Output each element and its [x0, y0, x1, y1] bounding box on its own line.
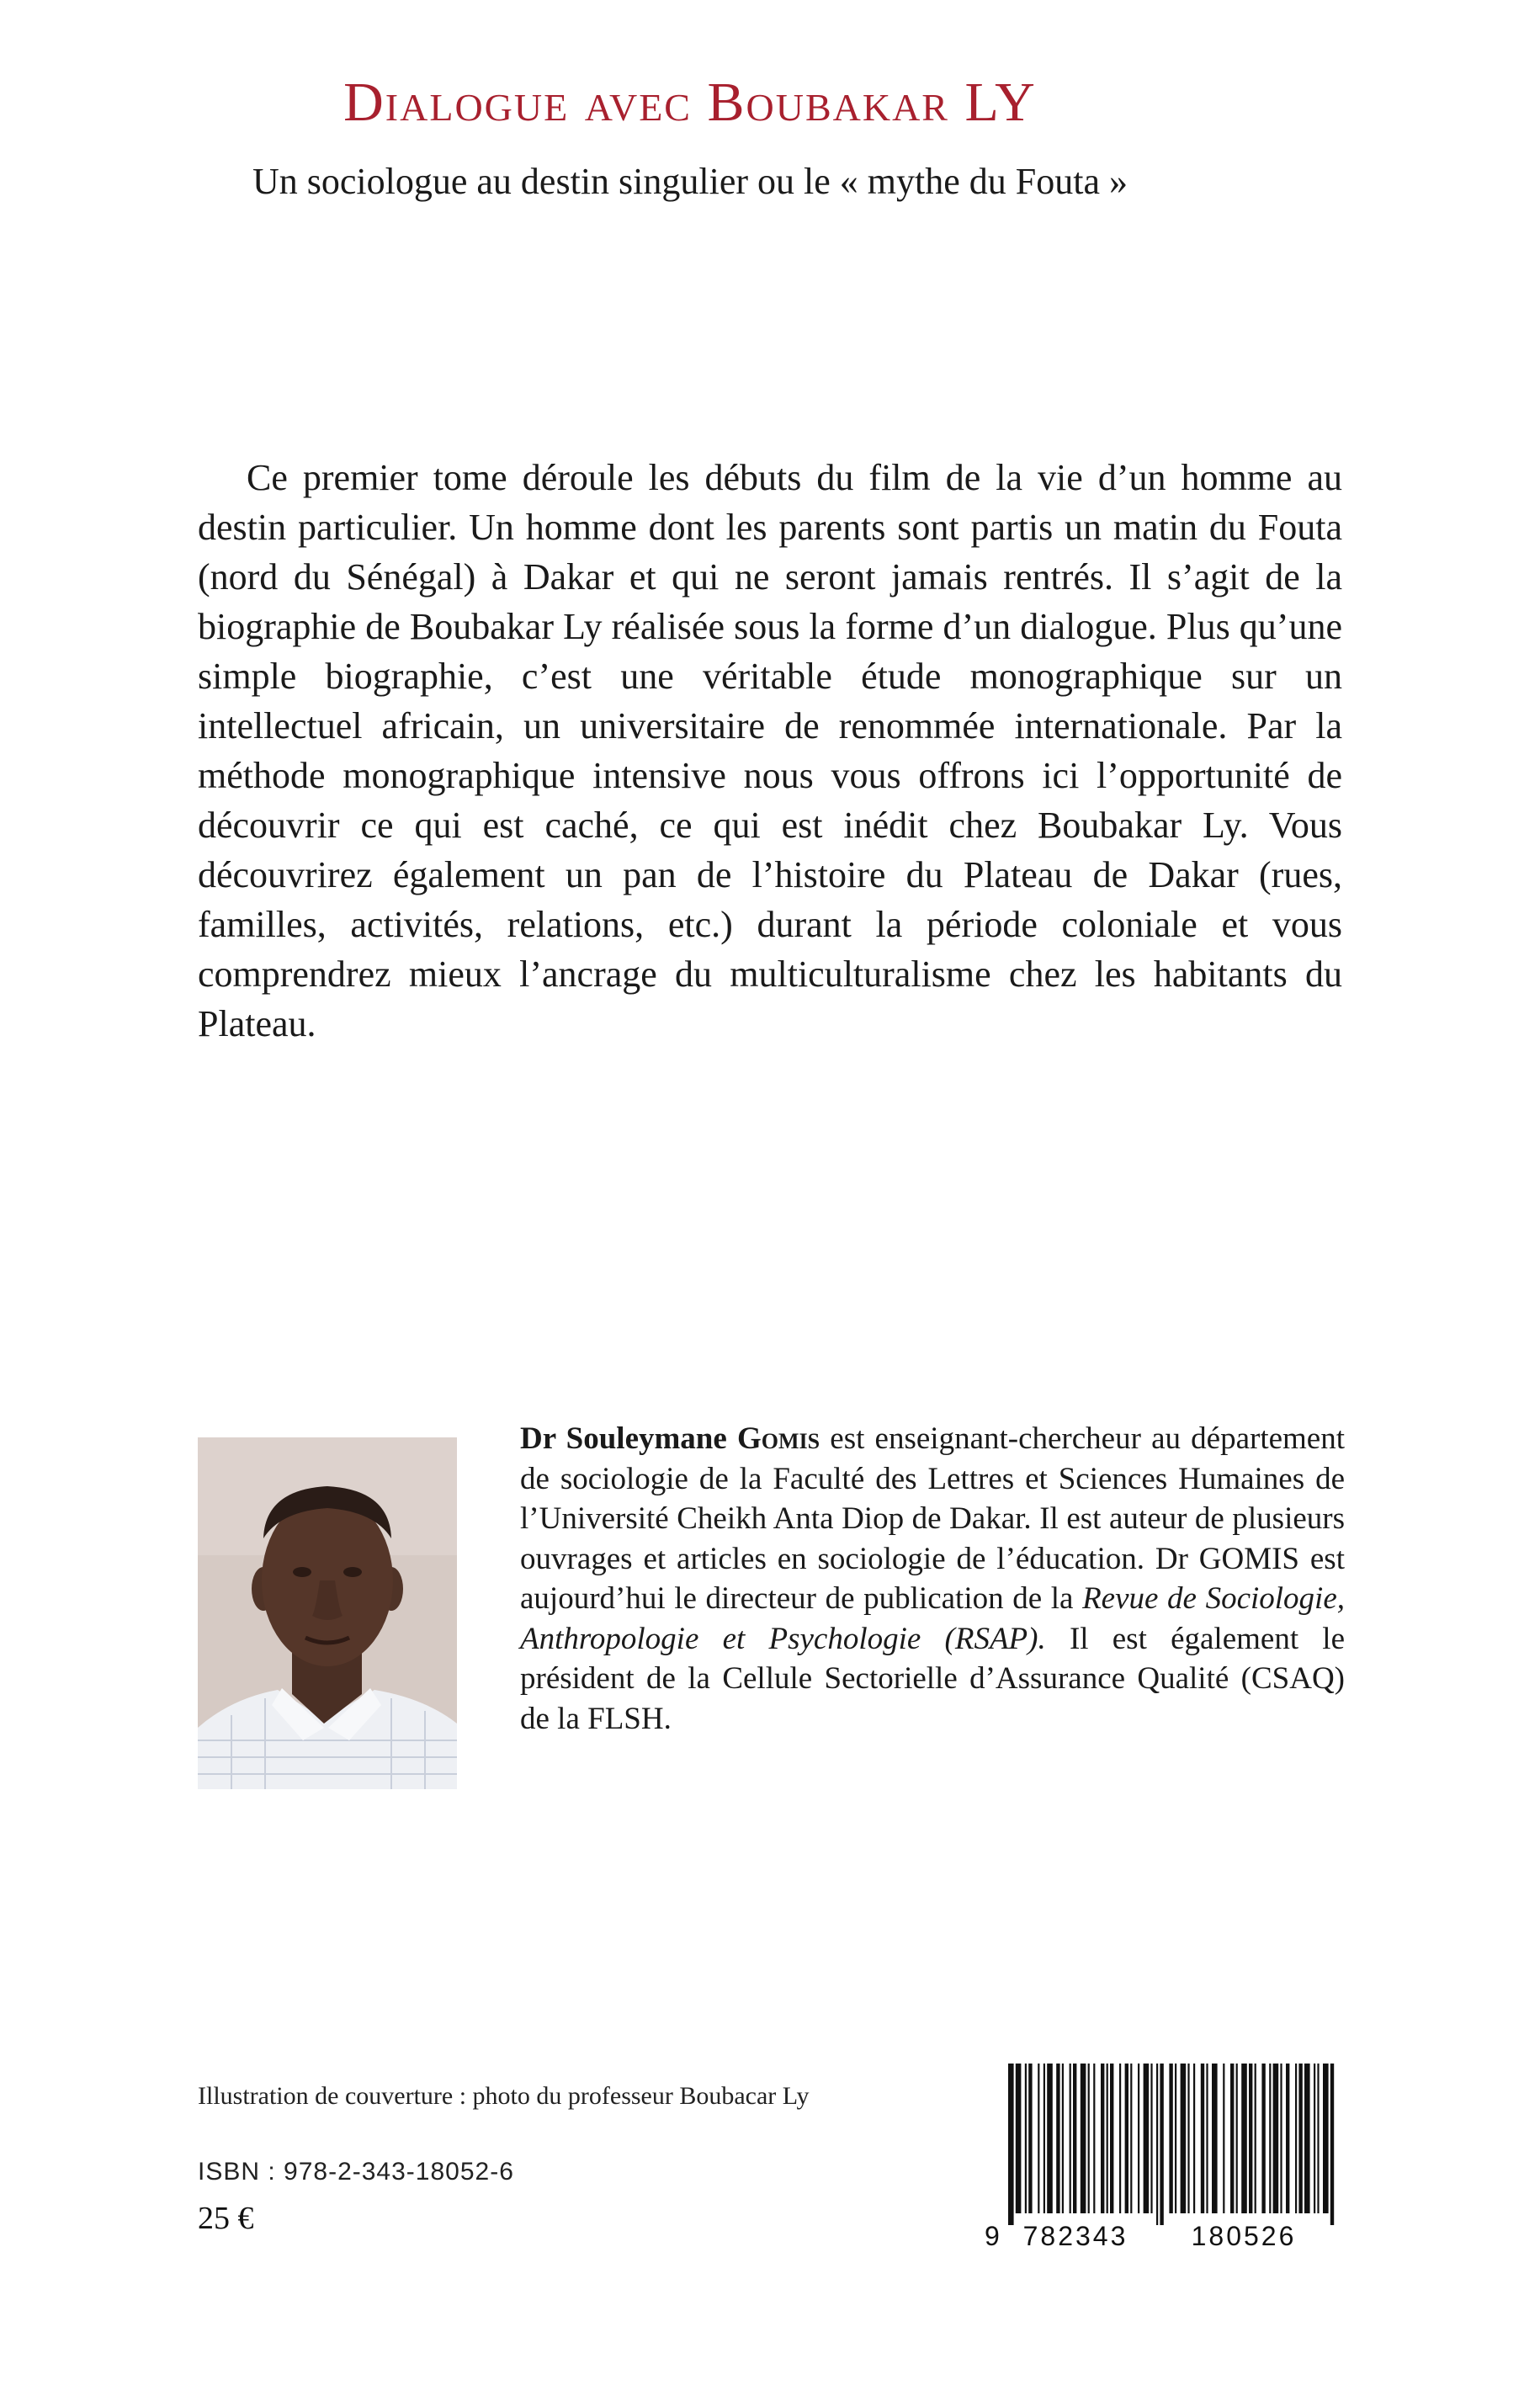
barcode-bar	[1175, 2064, 1176, 2213]
barcode-digit-first: 9	[985, 2221, 1000, 2250]
barcode-digits-right: 180526	[1191, 2221, 1297, 2250]
barcode-bar	[1088, 2064, 1090, 2213]
author-portrait-image	[198, 1437, 457, 1789]
barcode-bar	[1138, 2064, 1139, 2213]
author-bio-part1: est enseignant-chercheur au département de sociologie de la Faculté des Lettres et Sciences Humaines de l’Université Cheikh Anta Diop de Dakar. Il est auteur de plusieurs ouvrages et articles en sociologie de l’éducation. Dr GOMIS est aujourd’hui le directeur de publication de la	[520, 1421, 1346, 1616]
price: 25 €	[198, 2201, 254, 2236]
barcode-bar	[1273, 2064, 1279, 2213]
barcode-bar	[1317, 2064, 1319, 2213]
barcode-bar	[1230, 2064, 1234, 2213]
isbn: ISBN : 978-2-343-18052-6	[198, 2158, 514, 2186]
barcode-bar	[1056, 2064, 1059, 2213]
author-bio-part2: Il est également le président de la Cellule Sectorielle d’Assurance Qualité (CSAQ) de la FLSH.	[520, 1621, 1346, 1736]
barcode-bar	[1280, 2064, 1282, 2213]
barcode-bar	[1008, 2064, 1014, 2225]
isbn-barcode	[983, 2064, 1336, 2250]
author-photo	[198, 1437, 457, 1789]
barcode-bar	[1047, 2064, 1053, 2213]
barcode-bar	[1249, 2064, 1252, 2213]
barcode-bar	[1101, 2064, 1104, 2213]
barcode-bar	[1125, 2064, 1128, 2213]
barcode-bar	[1144, 2064, 1150, 2213]
barcode-bar	[1016, 2064, 1022, 2213]
barcode-bar	[1269, 2064, 1271, 2213]
barcode-bar	[1119, 2064, 1121, 2213]
barcode-bar	[1206, 2064, 1208, 2213]
barcode-bars	[1008, 2064, 1334, 2225]
barcode-bar	[1038, 2064, 1039, 2213]
barcode-bar	[1025, 2064, 1027, 2213]
barcode-bar	[1255, 2064, 1256, 2213]
barcode-bar	[1187, 2064, 1189, 2213]
barcode-bar	[1081, 2064, 1086, 2213]
barcode-bar	[1028, 2064, 1032, 2213]
barcode-bar	[1073, 2064, 1076, 2213]
barcode-bar	[1236, 2064, 1238, 2213]
barcode-bar	[1093, 2064, 1095, 2213]
book-title: Dialogue avec Boubakar LY	[343, 72, 1037, 133]
barcode-bar	[1043, 2064, 1045, 2213]
barcode-bar	[1169, 2064, 1172, 2213]
barcode-bar	[1181, 2064, 1187, 2213]
book-subtitle: Un sociologue au destin singulier ou le « mythe du Fouta »	[252, 161, 1128, 202]
barcode-bar	[1156, 2064, 1158, 2225]
barcode-bar	[1193, 2064, 1195, 2213]
barcode-bar	[1314, 2064, 1315, 2213]
barcode-bar	[1323, 2064, 1329, 2213]
barcode-bar	[1241, 2064, 1247, 2213]
barcode-bar	[1160, 2064, 1163, 2225]
back-cover-blurb: Ce premier tome déroule les débuts du film de la vie d’un homme au destin particulier. Un homme dont les parents sont partis un matin du Fouta (nord du Sénégal) à Dakar et qui ne seront jamais rentrés. Il s’agit de la biographie de Boubakar Ly réalisée sous la forme d’un dialogue. Plus qu’une simple biographie, c’est une véritable étude monographique sur un intellectuel africain, un universitaire de renommée internationale. Par la méthode monographique intensive nous vous offrons ici l’opportunité de découvrir ce qui est caché, ce qui est inédit chez Boubakar Ly. Vous découvrirez également un pan de l’histoire du Plateau de Dakar (rues, familles, activités, relations, etc.) durant la période coloniale et vous comprendrez mieux l’ancrage du multiculturalisme chez les habitants du Plateau.	[198, 457, 1342, 1044]
barcode-bar	[1286, 2064, 1289, 2213]
barcode-bar	[1304, 2064, 1310, 2213]
barcode-bar	[1330, 2064, 1334, 2225]
barcode-bar	[1295, 2064, 1297, 2213]
barcode-bar	[1110, 2064, 1113, 2213]
author-name: Dr Souleymane Gomis	[520, 1421, 820, 1456]
barcode-bar	[1261, 2064, 1265, 2213]
barcode-bar	[1062, 2064, 1064, 2213]
barcode-bar	[1130, 2064, 1132, 2213]
author-biography	[520, 1419, 1345, 1739]
barcode-bar	[1070, 2064, 1071, 2213]
barcode-bar	[1201, 2064, 1204, 2213]
barcode-bar	[1223, 2064, 1224, 2213]
barcode-bar	[1150, 2064, 1152, 2213]
cover-illustration-credit: Illustration de couverture : photo du professeur Boubacar Ly	[198, 2082, 810, 2110]
barcode-digits-left: 782343	[1022, 2221, 1128, 2250]
barcode-bar	[1212, 2064, 1218, 2213]
journal-title: Revue de Sociologie, Anthropologie et Psychologie (RSAP).	[520, 1581, 1345, 1656]
barcode-bar	[1298, 2064, 1302, 2213]
barcode-bar	[1107, 2064, 1108, 2213]
